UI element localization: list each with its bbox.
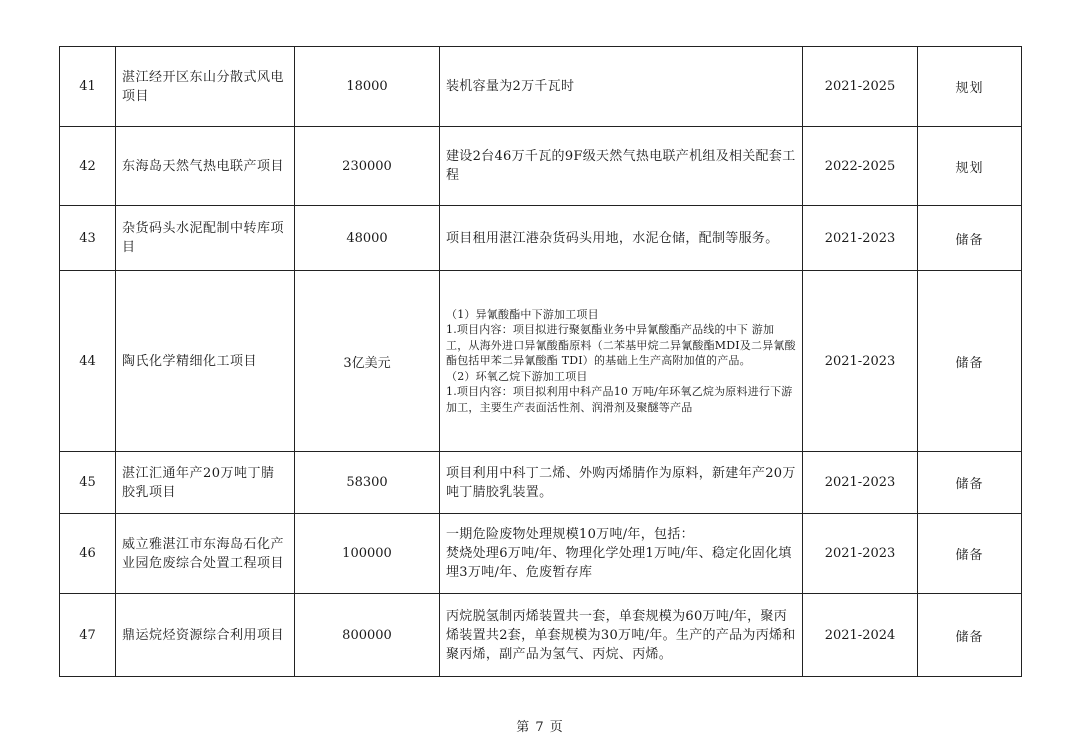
project-content — [440, 127, 803, 206]
project-name: 鼎运烷烃资源综合利用项目 — [116, 594, 295, 677]
content-line: 项目租用湛江港杂货码头用地，水泥仓储，配制等服务。 — [446, 230, 779, 246]
content-line: （2）环氧乙烷下游加工项目 — [446, 369, 588, 383]
content-line: 焚烧处理6万吨/年、物理化学处理1万吨/年、稳定化固化填埋3万吨/年、危废暂存库 — [446, 546, 792, 580]
project-content — [440, 47, 803, 127]
page-number: 第 7 页 — [516, 720, 564, 735]
project-name: 陶氏化学精细化工项目 — [116, 271, 295, 452]
row-number: 44 — [60, 271, 116, 452]
investment-amount: 800000 — [295, 594, 440, 677]
table-row — [60, 594, 1022, 677]
investment-amount: 18000 — [295, 47, 440, 127]
content-line: 1.项目内容：项目拟利用中科产品10 万吨/年环氧乙烷为原料进行下游加工，主要生产表面活性剂、润滑剂及聚醚等产品 — [446, 385, 793, 414]
construction-period: 2021-2023 — [803, 514, 918, 594]
content-line: 建设2台46万千瓦的9F级天然气热电联产机组及相关配套工程 — [446, 149, 796, 183]
table-row — [60, 514, 1022, 594]
content-line: 1.项目内容：项目拟进行聚氨酯业务中异氰酸酯产品线的中下 游加工，从海外进口异氰酸酯原料（二苯基甲烷二异氰酸酯MDI及二异氰酸酯包括甲苯二异氰酸酯 TDI）的基础上生产高附加值的产品。 — [446, 323, 796, 368]
row-number: 45 — [60, 452, 116, 514]
projects-table — [59, 46, 1022, 677]
project-status: 规划 — [918, 127, 1022, 206]
project-name: 杂货码头水泥配制中转库项目 — [116, 206, 295, 271]
content-line: 装机容量为2万千瓦时 — [446, 79, 575, 94]
table-body — [60, 47, 1022, 677]
project-name: 湛江汇通年产20万吨丁腈胶乳项目 — [116, 452, 295, 514]
row-number: 41 — [60, 47, 116, 127]
construction-period: 2021-2023 — [803, 206, 918, 271]
project-content — [440, 452, 803, 514]
content-line: （1）异氰酸酯中下游加工项目 — [446, 307, 599, 321]
project-name: 东海岛天然气热电联产项目 — [116, 127, 295, 206]
table-row — [60, 452, 1022, 514]
row-number: 43 — [60, 206, 116, 271]
content-line: 丙烷脱氢制丙烯装置共一套，单套规模为60万吨/年，聚丙烯装置共2套，单套规模为30万吨/年。生产的产品为丙烯和聚丙烯，副产品为氢气、丙烷、丙烯。 — [446, 608, 796, 662]
project-status: 规划 — [918, 47, 1022, 127]
table-row — [60, 47, 1022, 127]
construction-period: 2021-2023 — [803, 452, 918, 514]
project-content — [440, 514, 803, 594]
project-content — [440, 206, 803, 271]
content-line: 一期危险废物处理规模10万吨/年，包括： — [446, 527, 694, 542]
row-number: 46 — [60, 514, 116, 594]
project-name: 湛江经开区东山分散式风电项目 — [116, 47, 295, 127]
project-content — [440, 594, 803, 677]
table-row — [60, 127, 1022, 206]
investment-amount: 3亿美元 — [295, 271, 440, 452]
investment-amount: 58300 — [295, 452, 440, 514]
investment-amount: 48000 — [295, 206, 440, 271]
construction-period: 2021-2023 — [803, 271, 918, 452]
content-line: 项目利用中科丁二烯、外购丙烯腈作为原料，新建年产20万吨丁腈胶乳装置。 — [446, 465, 796, 500]
row-number: 42 — [60, 127, 116, 206]
project-status: 储备 — [918, 514, 1022, 594]
project-name: 威立雅湛江市东海岛石化产业园危废综合处置工程项目 — [116, 514, 295, 594]
construction-period: 2022-2025 — [803, 127, 918, 206]
project-content — [440, 271, 803, 452]
investment-amount: 230000 — [295, 127, 440, 206]
project-status: 储备 — [918, 206, 1022, 271]
project-status: 储备 — [918, 271, 1022, 452]
table-row — [60, 271, 1022, 452]
project-status: 储备 — [918, 594, 1022, 677]
construction-period: 2021-2025 — [803, 47, 918, 127]
construction-period: 2021-2024 — [803, 594, 918, 677]
project-status: 储备 — [918, 452, 1022, 514]
row-number: 47 — [60, 594, 116, 677]
investment-amount: 100000 — [295, 514, 440, 594]
table-row — [60, 206, 1022, 271]
